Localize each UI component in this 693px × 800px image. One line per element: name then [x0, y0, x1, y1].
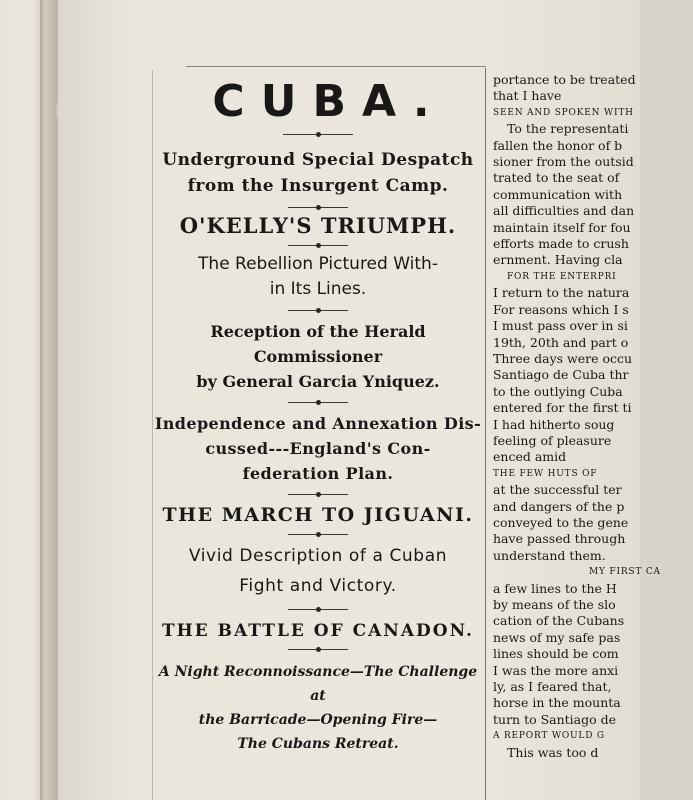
article-line: lines should be com — [493, 646, 619, 662]
deck-line: the Barricade—Opening Fire— — [198, 712, 438, 729]
article-line: have passed through — [493, 531, 626, 547]
article-line: MY FIRST CA — [589, 567, 661, 578]
divider — [288, 649, 348, 650]
article-line: enced amid — [493, 449, 567, 465]
divider — [283, 134, 353, 135]
article-line: by means of the slo — [493, 597, 616, 612]
divider — [288, 402, 348, 403]
article-line: horse in the mounta — [493, 695, 621, 711]
deck-line: Vivid Description of a Cuban — [188, 546, 448, 567]
deck-line: in Its Lines. — [269, 279, 367, 300]
article-line: 19th, 20th and part o — [493, 334, 629, 350]
article-line: and dangers of the p — [493, 498, 625, 514]
article-line: communication with — [493, 186, 623, 202]
article-line: that I have — [493, 88, 562, 104]
article-line: all difficulties and dan — [493, 203, 635, 219]
article-line: ernment. Having cla — [493, 252, 623, 268]
article-column-right — [493, 72, 693, 800]
subtitle-line: Underground Special Despatch — [162, 150, 474, 171]
divider — [288, 245, 348, 246]
deck-line: The Rebellion Pictured With- — [198, 254, 438, 275]
article-line: portance to be treated — [493, 72, 636, 87]
deck-line: by General Garcia Yniquez. — [196, 372, 440, 392]
article-line: For reasons which I s — [493, 301, 629, 317]
article-line: FOR THE ENTERPRI — [507, 271, 617, 282]
article-line: news of my safe pas — [493, 629, 621, 645]
page-binding — [0, 0, 58, 800]
article-line: efforts made to crush — [493, 236, 629, 252]
divider — [288, 494, 348, 495]
article-line: conveyed to the gene — [493, 514, 629, 530]
subtitle — [150, 147, 486, 199]
article-line: trated to the seat of — [493, 170, 620, 186]
article-line: I return to the natura — [493, 285, 630, 301]
article-line: I was the more anxi — [493, 662, 619, 678]
deck-night — [150, 660, 486, 756]
deck-independence — [150, 411, 486, 486]
article-line: feeling of pleasure — [493, 432, 612, 448]
divider — [288, 534, 348, 535]
divider — [288, 609, 348, 610]
article-line: THE FEW HUTS OF — [493, 468, 598, 479]
article-line: sioner from the outsid — [493, 154, 634, 170]
article-line: I must pass over in si — [493, 318, 628, 334]
article-line: ly, as I feared that, — [493, 679, 612, 695]
article-line: fallen the honor of b — [493, 137, 623, 153]
deck-line: The Cubans Retreat. — [237, 736, 399, 753]
article-line: a few lines to the H — [493, 580, 617, 596]
article-line: This was too d — [507, 744, 599, 760]
article-line: I had hitherto soug — [493, 416, 615, 432]
article-line: cation of the Cubans — [493, 613, 625, 629]
deck-rebellion — [150, 252, 486, 302]
headline-title: CUBA. — [212, 76, 446, 127]
headline-triumph: O'KELLY'S TRIUMPH. — [179, 213, 457, 239]
headline-march: THE MARCH TO JIGUANI. — [162, 504, 474, 527]
deck-line: Independence and Annexation Dis- — [154, 414, 482, 434]
article-line: To the representati — [507, 121, 629, 137]
article-line: maintain itself for fou — [493, 219, 631, 235]
article-line: Santiago de Cuba thr — [493, 367, 629, 383]
binding-edge — [40, 0, 46, 800]
deck-line: cussed---England's Con- — [205, 439, 431, 459]
deck-reception — [150, 319, 486, 394]
article-line: A REPORT WOULD G — [493, 731, 605, 742]
headline-battle: THE BATTLE OF CANADON. — [162, 621, 474, 642]
article-line: SEEN AND SPOKEN WITH — [493, 107, 634, 118]
article-line: understand them. — [493, 547, 606, 563]
headline-column — [150, 70, 486, 756]
article-line: Three days were occu — [493, 350, 633, 366]
deck-line: Reception of the Herald Commissioner — [210, 322, 426, 367]
divider — [288, 310, 348, 311]
article-line: to the outlying Cuba — [493, 383, 623, 399]
deck-vivid — [150, 541, 486, 601]
subtitle-line: from the Insurgent Camp. — [187, 176, 449, 197]
article-line: entered for the first ti — [493, 400, 632, 416]
deck-line: Fight and Victory. — [239, 576, 397, 597]
deck-line: A Night Reconnoissance—The Challenge at — [158, 664, 478, 705]
divider — [288, 207, 348, 208]
top-rule — [186, 66, 486, 67]
article-line: turn to Santiago de — [493, 711, 617, 727]
deck-line: federation Plan. — [242, 464, 394, 484]
article-line: at the successful ter — [493, 482, 622, 498]
